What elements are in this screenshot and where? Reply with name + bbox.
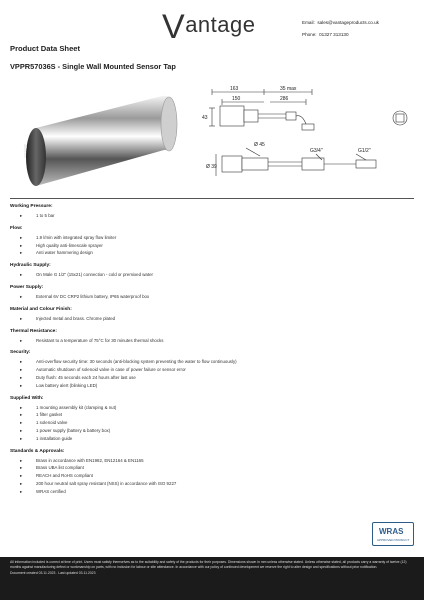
spec-list-item: ▸ 1 installation guide (10, 435, 410, 443)
dim-35max: 35 max (280, 86, 297, 92)
spec-section-heading: Power Supply: (10, 284, 44, 290)
spec-list-item: ▸ 200 hour neutral salt spray resistant (NSS) in accordance with ISO 9227 (10, 480, 410, 488)
spec-section-heading: Material and Colour Finish: (10, 306, 72, 312)
spec-list-item: ▸ Automatic shutdown of solenoid valve in case of power failure or sensor error (10, 366, 410, 374)
spec-section-heading: Flow: (10, 225, 23, 231)
spec-section (10, 350, 410, 389)
spec-list-item: ▸ 1 solenoid valve (10, 419, 410, 427)
email-label: Email: (302, 20, 315, 25)
spec-list-item: ▸ Brass in accordance with EN1982, EN12164 & EN1165 (10, 457, 410, 465)
spec-section (10, 307, 410, 323)
spec-list-item: ▸ On Male G 1/2" (15x21) connection - cold or premixed water (10, 271, 410, 279)
dim-286: 286 (280, 96, 289, 102)
spec-section-heading: Security: (10, 350, 31, 356)
spec-list-item: ▸ Low battery alert (blinking LED) (10, 382, 410, 390)
dim-150: 150 (232, 96, 241, 102)
spec-section-heading: Working Pressure: (10, 204, 53, 209)
spec-list-item: ▸ WRAS certified (10, 488, 410, 496)
thread-34: G3/4" (310, 148, 323, 154)
spec-list-item: ▸ REACH and RoHS compliant (10, 472, 410, 480)
spec-list-item: ▸ 1 to 5 bar (10, 212, 410, 220)
dim-45: Ø 45 (254, 142, 265, 148)
spec-section (10, 449, 410, 496)
wras-badge (372, 522, 414, 546)
spec-section (10, 396, 410, 443)
dim-163: 163 (230, 86, 239, 92)
wras-badge-name: WRAS (379, 527, 404, 536)
product-photo (14, 88, 184, 193)
spec-list-item: ▸ 1 filter gasket (10, 411, 410, 419)
spec-list-item: ▸ Anti water hammering design (10, 249, 410, 257)
contact-block (302, 17, 379, 41)
spec-section (10, 329, 410, 345)
spec-section (10, 285, 410, 301)
footer (0, 557, 424, 600)
doc-title: Product Data Sheet (10, 44, 81, 53)
spec-section (10, 204, 410, 220)
spec-list-item: ▸ High quality anti-limescale sprayer (10, 242, 410, 250)
email-value[interactable]: sales@vantageproducts.co.uk (317, 20, 379, 25)
technical-drawing (202, 84, 420, 196)
product-title: VPPR57036S - Single Wall Mounted Sensor Tap (10, 62, 176, 71)
section-divider (10, 198, 414, 199)
sensor-logo-text: vantage (22, 143, 27, 158)
spout-end-cap (26, 128, 46, 186)
spec-list-item: ▸ Anti-overflow security time: 30 seconds (anti-blocking system preventing the water to flow continuously) (10, 358, 410, 366)
wras-badge-sub: APPROVED PRODUCT (377, 538, 410, 542)
spec-list-item: ▸ Resistant to a temperature of 75°C for 30 minutes thermal shocks (10, 337, 410, 345)
spec-section (10, 226, 410, 257)
spec-section-heading: Standards & Approvals: (10, 448, 65, 454)
footer-meta: Document created 03.11.2023 . Last updated 03.11.2023 (10, 571, 96, 576)
spec-sections (10, 204, 410, 502)
footer-disclaimer: All information included is correct at time of print. Users must satisfy themselves as to the suitability and safety of the products for their purposes. Dimensions shown in mm unless otherwise stated. Unless otherwise stated, all products carry a warranty of twelve (12) months against manufacturing defect or workmanship on parts, with no inclusion for labour or site attendance. In accordance with our policy of continued development we reserve the right to alter design and specifications without prior notification. (10, 560, 407, 569)
thread-12: G1/2" (358, 148, 371, 154)
phone-label: Phone: (302, 32, 317, 37)
brand-logo-v: V (162, 8, 186, 46)
spec-list-item: ▸ 1.9 l/min with integrated spray flow limiter (10, 234, 410, 242)
spec-list-item: ▸ Brass UBA list compliant (10, 464, 410, 472)
spec-section-heading: Hydraulic Supply: (10, 263, 51, 269)
spec-list-item: ▸ 1 mounting assembly kit (clamping & nut) (10, 404, 410, 412)
brand-logo (162, 8, 255, 47)
spec-section-heading: Thermal Resistance: (10, 328, 57, 334)
dim-43: 43 (202, 115, 208, 121)
spout-body (36, 96, 176, 186)
spec-section-heading: Supplied With: (10, 395, 44, 401)
brand-logo-text: antage (185, 12, 256, 37)
phone-value: 01327 313130 (319, 32, 349, 37)
spec-list-item: ▸ External 6V DC CRP2 lithium battery, IP65 waterproof box (10, 293, 410, 301)
spec-list-item: ▸ 1 power supply (battery & battery box) (10, 427, 410, 435)
wall-flange (161, 97, 177, 151)
spec-list-item: ▸ Duty flush: 45 seconds each 24 hours after last use (10, 374, 410, 382)
dim-39: Ø 39 (206, 164, 217, 170)
spec-section (10, 263, 410, 279)
spec-list-item: ▸ Injected metal and brass. Chrome plated (10, 315, 410, 323)
